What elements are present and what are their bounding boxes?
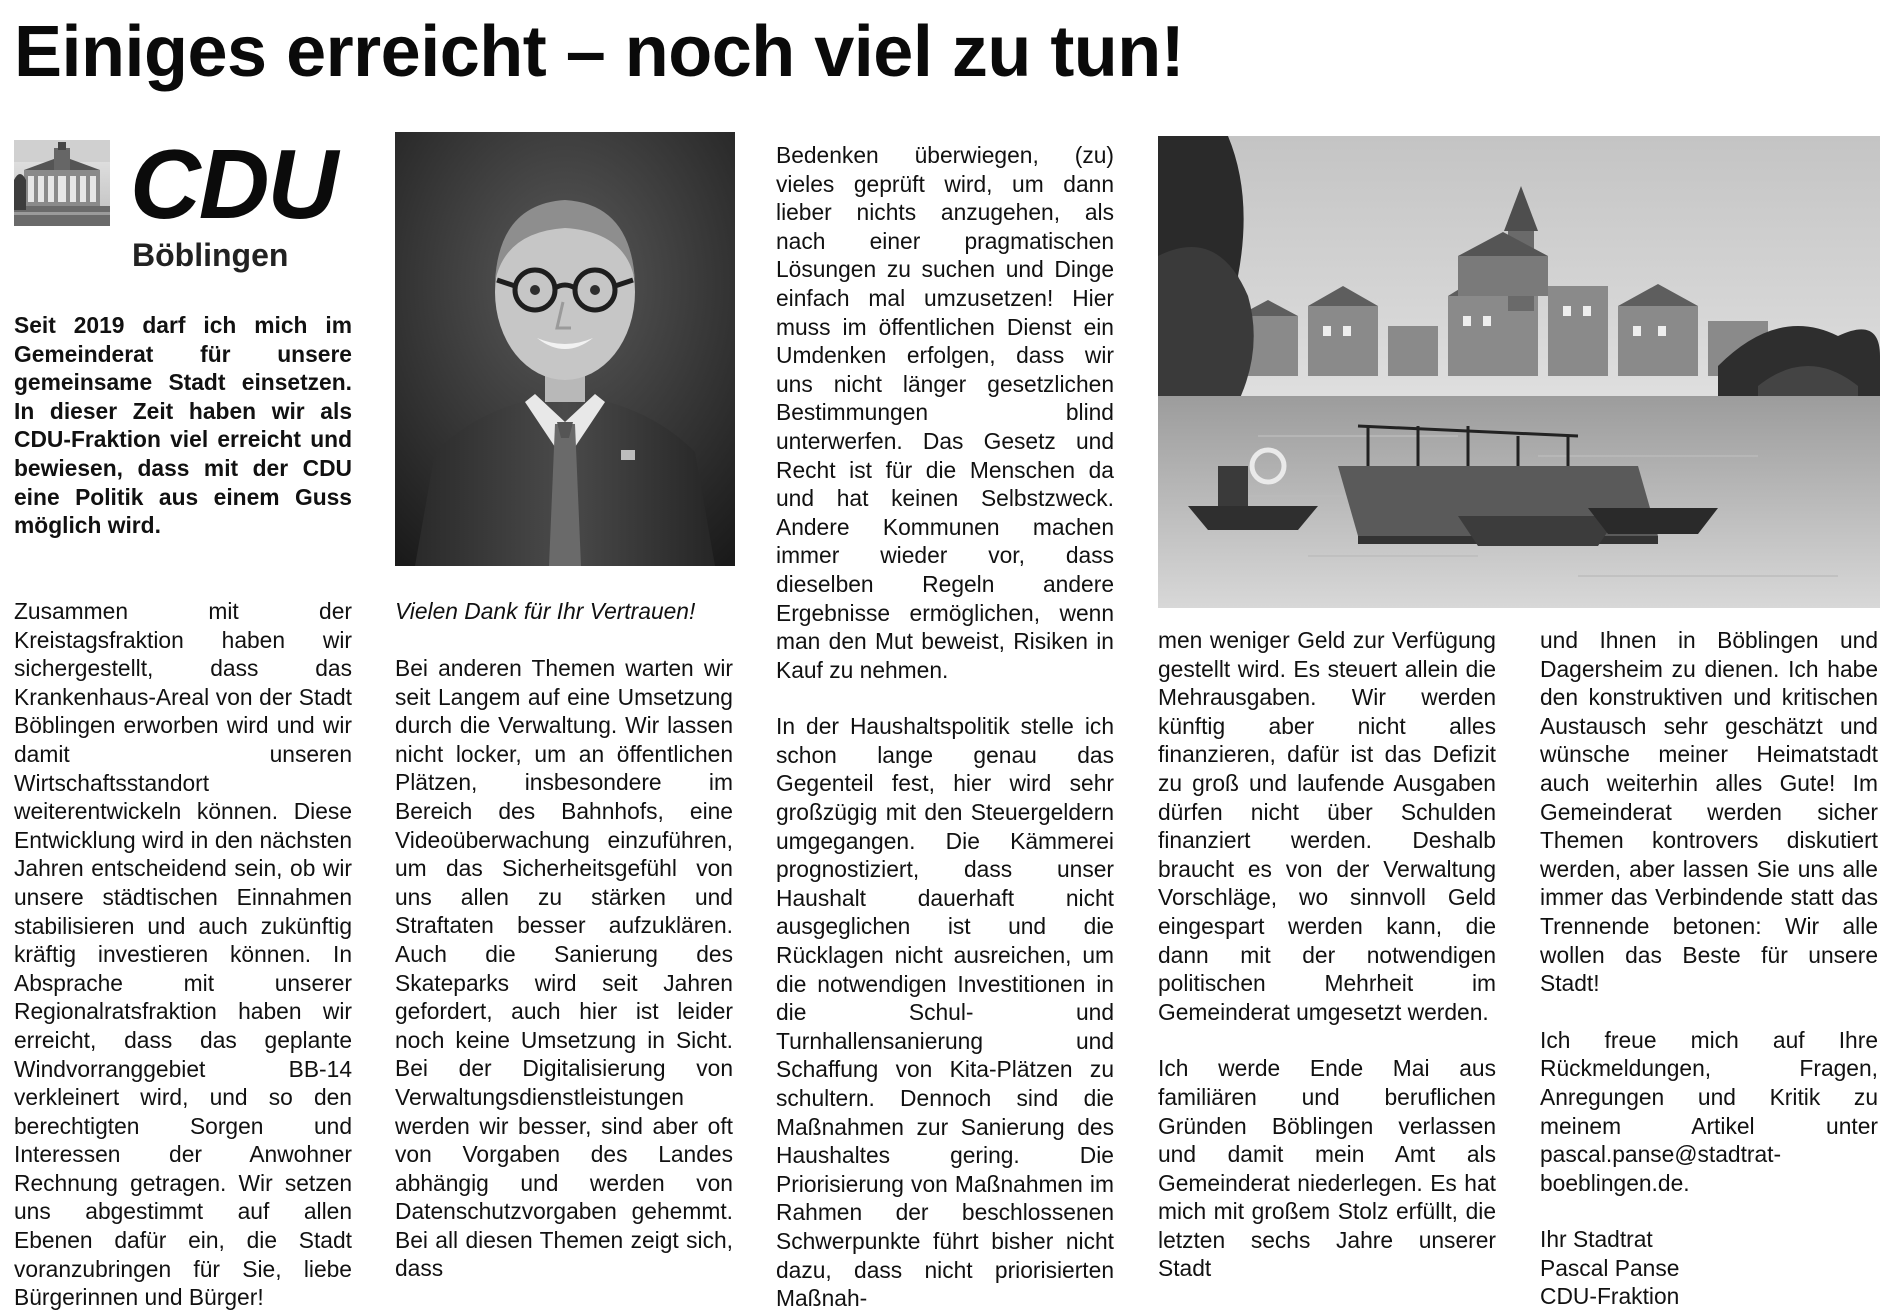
lake-town-photo [1158,136,1880,608]
paragraph: In der Haushaltspolitik stelle ich schon lange genau das Gegenteil fest, hier wird sehr großzügig mit den Steuergeldern umgegangen. Die Kämmerei prognostiziert, dass unser Haushalt dauerhaft nicht ausgeglichen ist und die Rücklagen nicht ausreichen, um die notwendigen Investitionen in die Schul- und Turnhallensanierung und Schaffung von Kita-Plätzen zu schultern. Dennoch sind die Maßnahmen zur Sanierung des Haushaltes gering. Die Priorisierung von Maßnahmen im Rahmen der beschlossenen Schwerpunkte führt bisher nicht dazu, dass nicht priorisierten Maßnah- [776,713,1114,1312]
column-3 [776,141,1114,1313]
building-photo-icon [14,140,110,226]
signature-line: Ihr Stadtrat [1540,1226,1653,1253]
cdu-boeblingen-logo [14,129,354,282]
paragraph: Ich werde Ende Mai aus familiären und beruflichen Gründen Böblingen verlassen und damit mein Amt als Gemeinderat niederlegen. Es hat mich mit großem Stolz erfüllt, die letzten sechs Jahre unserer Stadt [1158,1055,1496,1282]
paragraph: Bei anderen Themen warten wir seit Langem auf eine Umsetzung durch die Verwaltung. Wir lassen nicht locker, um an öffentlichen Plätzen, insbesondere im Bereich des Bahnhofs, eine Videoüberwachung einzuführen, um das Sicherheitsgefühl von uns allen zu stärken und Straftaten besser aufzuklären. Auch die Sanierung des Skateparks wird seit Jahren gefordert, auch hier ist leider noch keine Umsetzung in Sicht. Bei der Digitalisierung von Verwaltungsdienstleistungen werden wir besser, sind aber oft von Vorgaben des Landes abhängig und werden von Datenschutzvorgaben gehemmt. Bei all diesen Themen zeigt sich, dass [395,655,733,1282]
column-2 [395,654,733,1283]
intro-paragraph: Seit 2019 darf ich mich im Gemeinderat für unsere gemeinsame Stadt einsetzen. In dieser Zeit haben wir als CDU-Fraktion viel erreicht und bewiesen, dass mit der CDU eine Politik aus einem Guss möglich wird. [14,312,352,539]
paragraph: men weniger Geld zur Verfügung gestellt wird. Es steuert allein die Mehrausgaben. Wir werden künftig aber nicht alles finanzieren, dafür ist das Defizit zu groß und laufende Ausgaben dürfen nicht über Schulden finanziert werden. Deshalb braucht es von der Verwaltung Vorschläge, wo sinnvoll Geld eingespart werden kann, die dann mit der notwendigen politischen Mehrheit im Gemeinderat umgesetzt werden. [1158,627,1496,1025]
paragraph: Bedenken überwiegen, (zu) vieles geprüft wird, um dann lieber nichts anzugehen, als nach einer pragmatischen Lösungen zu suchen und Dinge einfach mal umzusetzen! Hier muss im öffentlichen Dienst ein Umdenken erfolgen, dass wir uns nicht länger gesetzlichen Bestimmungen blind unterwerfen. Das Gesetz und Recht ist für die Menschen da und hat keinen Selbstzweck. Andere Kommunen machen immer wieder vor, dass dieselben Regeln andere Ergebnisse ermöglichen, wenn man den Mut beweist, Risiken in Kauf zu nehmen. [776,142,1114,683]
paragraph: Ich freue mich auf Ihre Rückmeldungen, Fragen, Anregungen und Kritik zu meinem Artikel unter pascal.panse@stadtrat-boeblingen.de. [1540,1026,1878,1196]
paragraph: und Ihnen in Böblingen und Dagersheim zu dienen. Ich habe den konstruktiven und kritischen Austausch sehr geschätzt und wünsche meiner Heimatstadt auch weiterhin alles Gute! Im Gemeinderat werden sicher Themen kontrovers diskutiert werden, aber lassen Sie uns alle immer das Verbindende statt das Trennende betonen: Wir alle wollen das Beste für unsere Stadt! [1540,627,1878,997]
signature-party: CDU-Fraktion [1540,1283,1680,1310]
headline: Einiges erreicht – noch viel zu tun! [14,12,1185,92]
photo-caption: Vielen Dank für Ihr Vertrauen! [395,598,696,624]
signature [1540,1225,1878,1311]
city-name: Böblingen [132,237,289,273]
cdu-wordmark: CDU [130,129,337,239]
paragraph: Zusammen mit der Kreistagsfraktion haben wir sichergestellt, dass das Krankenhaus-Areal von der Stadt Böblingen erworben wird und wir damit unseren Wirtschaftsstandort weiterentwickeln können. Diese Entwicklung wird in den nächsten Jahren entscheidend sein, ob wir unsere städtischen Einnahmen stabilisieren und auch zukünftig kräftig investieren können. In Absprache mit unserer Regionalratsfraktion haben wir erreicht, dass das geplante Windvorranggebiet BB-14 verkleinert wird, und so den berechtigten Sorgen und Interessen der Anwohner Rechnung getragen. Wir setzen uns abgestimmt auf allen Ebenen dafür ein, die Stadt voranzubringen für Sie, liebe Bürgerinnen und Bürger! [14,598,352,1311]
portrait-photo [395,132,735,566]
column-1 [14,597,352,1312]
column-4 [1158,626,1496,1283]
signature-name: Pascal Panse [1540,1254,1680,1281]
column-5 [1540,626,1878,1311]
